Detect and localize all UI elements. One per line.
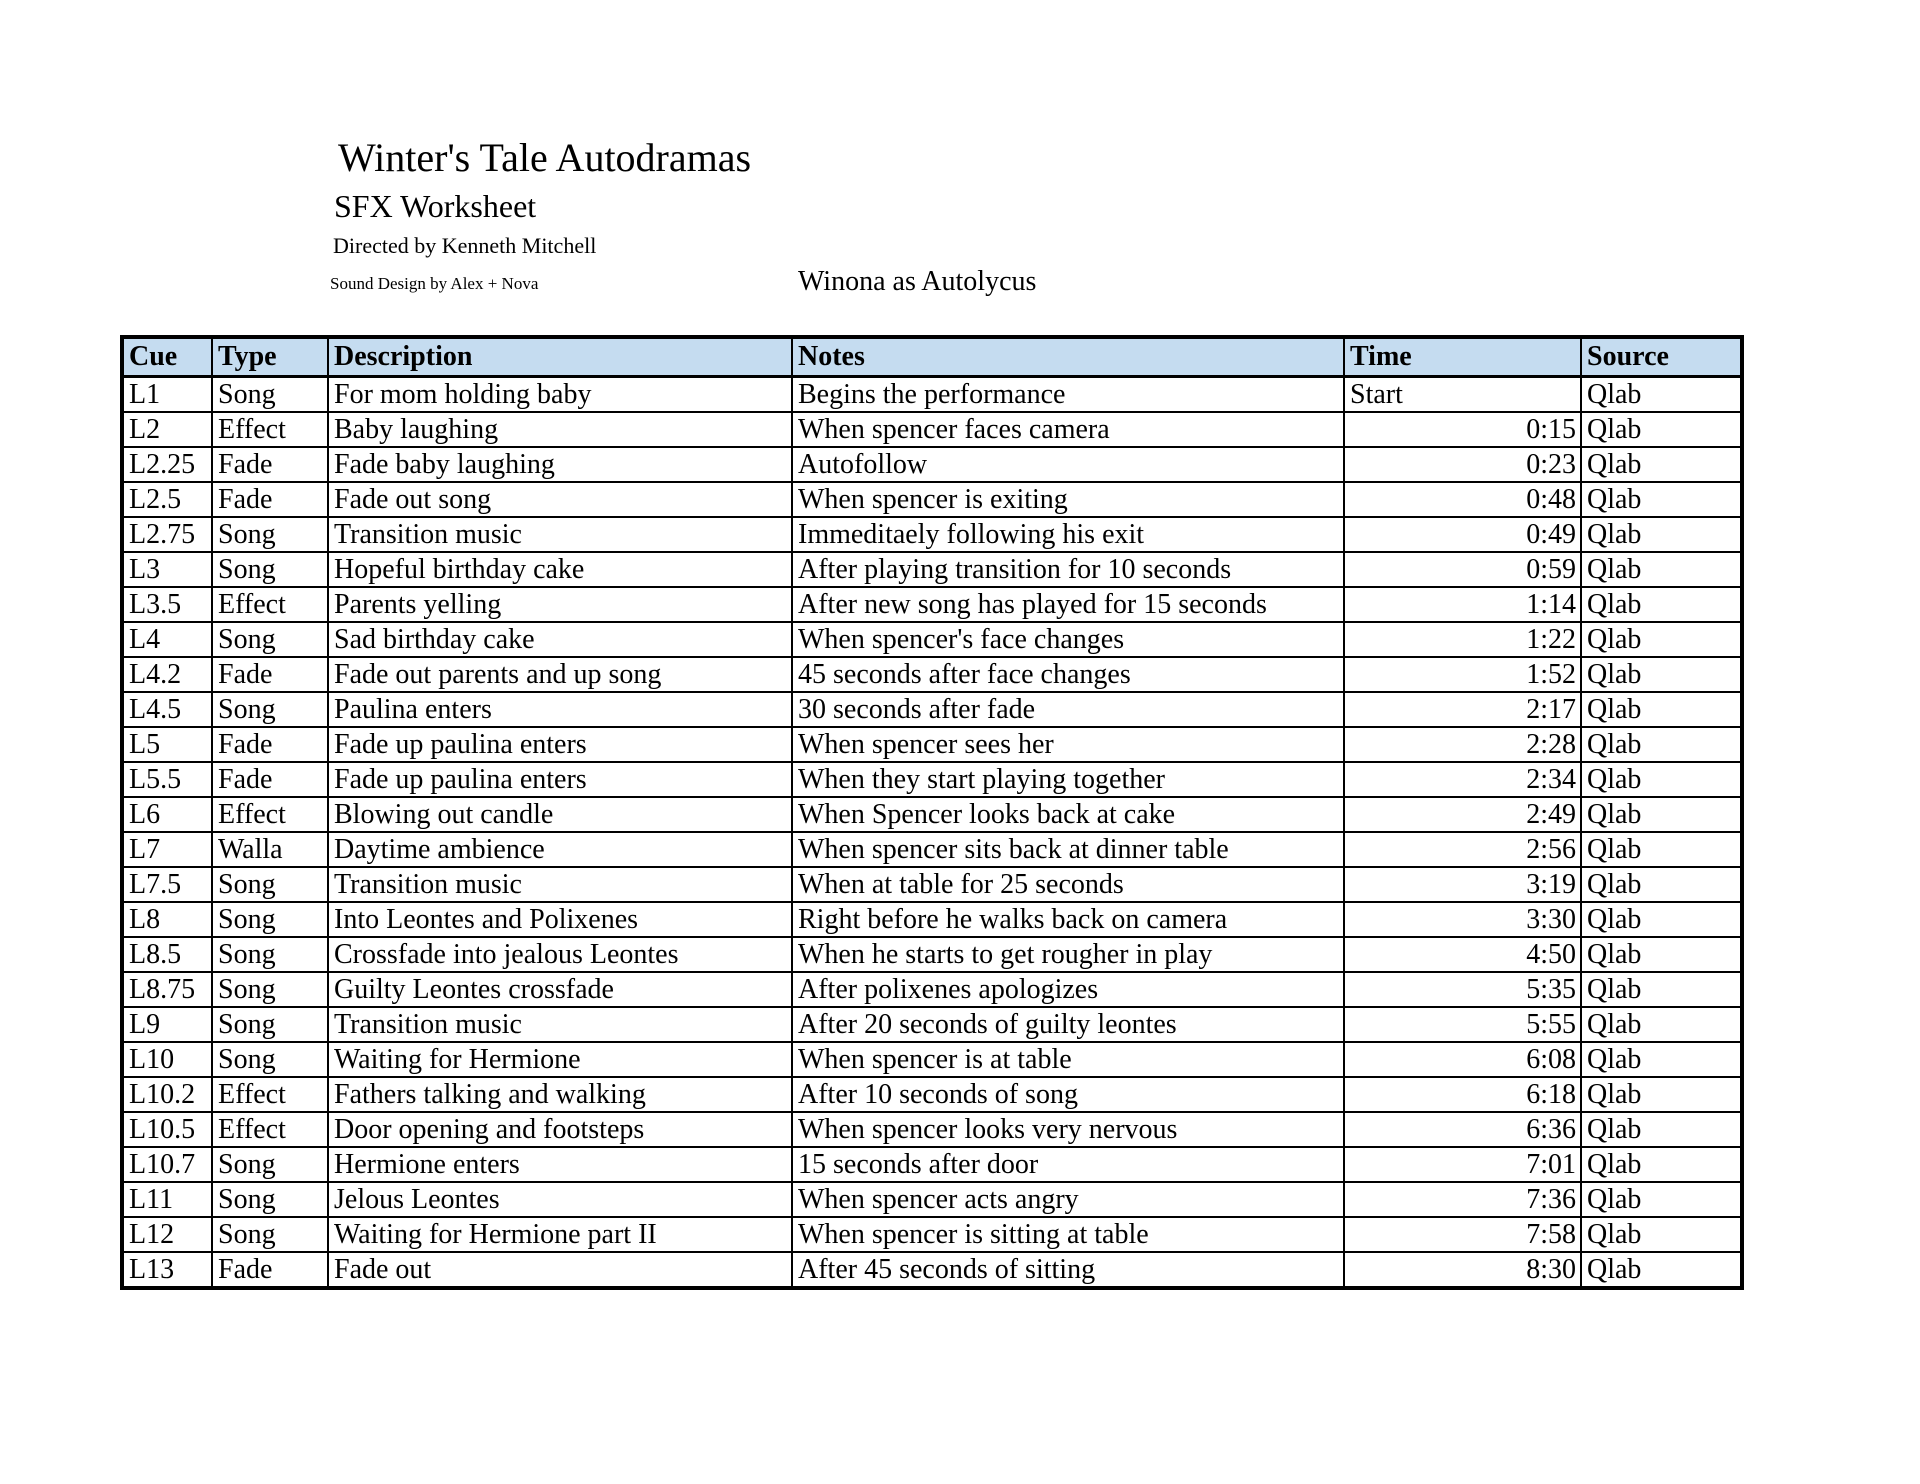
column-header-notes: Notes bbox=[792, 337, 1344, 377]
cue-table-body bbox=[122, 377, 1742, 1289]
description-cell: Fathers talking and walking bbox=[328, 1077, 792, 1112]
description-cell: Waiting for Hermione bbox=[328, 1042, 792, 1077]
time-cell: 6:08 bbox=[1344, 1042, 1581, 1077]
cue-cell: L13 bbox=[122, 1252, 212, 1288]
description-cell: Guilty Leontes crossfade bbox=[328, 972, 792, 1007]
time-cell: 0:48 bbox=[1344, 482, 1581, 517]
cue-cell: L7.5 bbox=[122, 867, 212, 902]
source-cell: Qlab bbox=[1581, 1042, 1742, 1077]
time-cell: 1:52 bbox=[1344, 657, 1581, 692]
description-cell: Daytime ambience bbox=[328, 832, 792, 867]
source-cell: Qlab bbox=[1581, 657, 1742, 692]
type-cell: Song bbox=[212, 1217, 328, 1252]
notes-cell: When spencer's face changes bbox=[792, 622, 1344, 657]
notes-cell: When spencer is sitting at table bbox=[792, 1217, 1344, 1252]
type-cell: Fade bbox=[212, 727, 328, 762]
time-cell: 4:50 bbox=[1344, 937, 1581, 972]
type-cell: Fade bbox=[212, 762, 328, 797]
notes-cell: Autofollow bbox=[792, 447, 1344, 482]
source-cell: Qlab bbox=[1581, 692, 1742, 727]
notes-cell: When at table for 25 seconds bbox=[792, 867, 1344, 902]
table-row bbox=[122, 622, 1742, 657]
table-row bbox=[122, 657, 1742, 692]
source-cell: Qlab bbox=[1581, 447, 1742, 482]
description-cell: Transition music bbox=[328, 867, 792, 902]
notes-cell: After 45 seconds of sitting bbox=[792, 1252, 1344, 1288]
table-row bbox=[122, 447, 1742, 482]
source-cell: Qlab bbox=[1581, 377, 1742, 413]
table-row bbox=[122, 482, 1742, 517]
description-cell: Baby laughing bbox=[328, 412, 792, 447]
sound-design-credit: Sound Design by Alex + Nova bbox=[330, 274, 539, 293]
time-cell: 1:14 bbox=[1344, 587, 1581, 622]
type-cell: Fade bbox=[212, 482, 328, 517]
table-row bbox=[122, 1077, 1742, 1112]
notes-cell: When spencer sits back at dinner table bbox=[792, 832, 1344, 867]
time-cell: 2:34 bbox=[1344, 762, 1581, 797]
time-cell: 3:19 bbox=[1344, 867, 1581, 902]
time-cell: 0:59 bbox=[1344, 552, 1581, 587]
description-cell: Fade up paulina enters bbox=[328, 762, 792, 797]
type-cell: Fade bbox=[212, 657, 328, 692]
time-cell: 3:30 bbox=[1344, 902, 1581, 937]
description-cell: Sad birthday cake bbox=[328, 622, 792, 657]
source-cell: Qlab bbox=[1581, 797, 1742, 832]
cue-cell: L5 bbox=[122, 727, 212, 762]
cue-cell: L10 bbox=[122, 1042, 212, 1077]
description-cell: Transition music bbox=[328, 1007, 792, 1042]
notes-cell: When he starts to get rougher in play bbox=[792, 937, 1344, 972]
description-cell: Waiting for Hermione part II bbox=[328, 1217, 792, 1252]
cast-note: Winona as Autolycus bbox=[798, 266, 1037, 297]
time-cell: 6:18 bbox=[1344, 1077, 1581, 1112]
notes-cell: When spencer sees her bbox=[792, 727, 1344, 762]
description-cell: Fade out song bbox=[328, 482, 792, 517]
table-row bbox=[122, 1007, 1742, 1042]
time-cell: 7:01 bbox=[1344, 1147, 1581, 1182]
table-row bbox=[122, 692, 1742, 727]
source-cell: Qlab bbox=[1581, 1112, 1742, 1147]
type-cell: Song bbox=[212, 517, 328, 552]
table-row bbox=[122, 587, 1742, 622]
description-cell: Blowing out candle bbox=[328, 797, 792, 832]
table-row bbox=[122, 1252, 1742, 1288]
cue-cell: L4.2 bbox=[122, 657, 212, 692]
cue-cell: L4 bbox=[122, 622, 212, 657]
description-cell: Fade out bbox=[328, 1252, 792, 1288]
cue-cell: L2.5 bbox=[122, 482, 212, 517]
notes-cell: 45 seconds after face changes bbox=[792, 657, 1344, 692]
column-header-time: Time bbox=[1344, 337, 1581, 377]
table-row bbox=[122, 1182, 1742, 1217]
time-cell: 6:36 bbox=[1344, 1112, 1581, 1147]
time-cell: 8:30 bbox=[1344, 1252, 1581, 1288]
director-credit: Directed by Kenneth Mitchell bbox=[333, 233, 597, 258]
column-header-type: Type bbox=[212, 337, 328, 377]
table-row bbox=[122, 937, 1742, 972]
time-cell: 0:15 bbox=[1344, 412, 1581, 447]
cue-cell: L6 bbox=[122, 797, 212, 832]
notes-cell: Right before he walks back on camera bbox=[792, 902, 1344, 937]
description-cell: Fade baby laughing bbox=[328, 447, 792, 482]
description-cell: Paulina enters bbox=[328, 692, 792, 727]
source-cell: Qlab bbox=[1581, 762, 1742, 797]
column-header-description: Description bbox=[328, 337, 792, 377]
cue-cell: L10.2 bbox=[122, 1077, 212, 1112]
table-row bbox=[122, 1042, 1742, 1077]
table-header-row bbox=[122, 337, 1742, 377]
cue-cell: L9 bbox=[122, 1007, 212, 1042]
type-cell: Song bbox=[212, 1042, 328, 1077]
source-cell: Qlab bbox=[1581, 1077, 1742, 1112]
type-cell: Effect bbox=[212, 1077, 328, 1112]
time-cell: 2:17 bbox=[1344, 692, 1581, 727]
notes-cell: When spencer faces camera bbox=[792, 412, 1344, 447]
notes-cell: When Spencer looks back at cake bbox=[792, 797, 1344, 832]
document-title: Winter's Tale Autodramas bbox=[338, 135, 752, 180]
source-cell: Qlab bbox=[1581, 1217, 1742, 1252]
source-cell: Qlab bbox=[1581, 482, 1742, 517]
source-cell: Qlab bbox=[1581, 727, 1742, 762]
source-cell: Qlab bbox=[1581, 1252, 1742, 1288]
cue-cell: L8.5 bbox=[122, 937, 212, 972]
cue-cell: L12 bbox=[122, 1217, 212, 1252]
source-cell: Qlab bbox=[1581, 1007, 1742, 1042]
type-cell: Effect bbox=[212, 1112, 328, 1147]
source-cell: Qlab bbox=[1581, 972, 1742, 1007]
time-cell: 7:36 bbox=[1344, 1182, 1581, 1217]
table-row bbox=[122, 832, 1742, 867]
notes-cell: Immeditaely following his exit bbox=[792, 517, 1344, 552]
source-cell: Qlab bbox=[1581, 1182, 1742, 1217]
type-cell: Fade bbox=[212, 1252, 328, 1288]
notes-cell: After playing transition for 10 seconds bbox=[792, 552, 1344, 587]
type-cell: Song bbox=[212, 1182, 328, 1217]
table-row bbox=[122, 727, 1742, 762]
cue-cell: L2 bbox=[122, 412, 212, 447]
notes-cell: When spencer is exiting bbox=[792, 482, 1344, 517]
notes-cell: After new song has played for 15 seconds bbox=[792, 587, 1344, 622]
description-cell: Crossfade into jealous Leontes bbox=[328, 937, 792, 972]
table-row bbox=[122, 517, 1742, 552]
cue-table bbox=[120, 335, 1744, 1290]
cue-cell: L10.7 bbox=[122, 1147, 212, 1182]
notes-cell: When they start playing together bbox=[792, 762, 1344, 797]
table-row bbox=[122, 1147, 1742, 1182]
description-cell: Hermione enters bbox=[328, 1147, 792, 1182]
time-cell: 5:35 bbox=[1344, 972, 1581, 1007]
type-cell: Song bbox=[212, 1147, 328, 1182]
description-cell: Into Leontes and Polixenes bbox=[328, 902, 792, 937]
notes-cell: Begins the performance bbox=[792, 377, 1344, 413]
source-cell: Qlab bbox=[1581, 517, 1742, 552]
type-cell: Song bbox=[212, 377, 328, 413]
type-cell: Song bbox=[212, 867, 328, 902]
time-cell: 2:49 bbox=[1344, 797, 1581, 832]
type-cell: Song bbox=[212, 552, 328, 587]
table-row bbox=[122, 412, 1742, 447]
table-row bbox=[122, 1217, 1742, 1252]
type-cell: Song bbox=[212, 937, 328, 972]
table-row bbox=[122, 377, 1742, 413]
notes-cell: After 20 seconds of guilty leontes bbox=[792, 1007, 1344, 1042]
time-cell: 7:58 bbox=[1344, 1217, 1581, 1252]
time-cell: 5:55 bbox=[1344, 1007, 1581, 1042]
cue-cell: L8.75 bbox=[122, 972, 212, 1007]
notes-cell: 15 seconds after door bbox=[792, 1147, 1344, 1182]
notes-cell: 30 seconds after fade bbox=[792, 692, 1344, 727]
table-row bbox=[122, 867, 1742, 902]
cue-cell: L4.5 bbox=[122, 692, 212, 727]
time-cell: 0:23 bbox=[1344, 447, 1581, 482]
source-cell: Qlab bbox=[1581, 937, 1742, 972]
table-row bbox=[122, 797, 1742, 832]
description-cell: Transition music bbox=[328, 517, 792, 552]
time-cell: Start bbox=[1344, 377, 1581, 413]
type-cell: Walla bbox=[212, 832, 328, 867]
table-row bbox=[122, 762, 1742, 797]
source-cell: Qlab bbox=[1581, 902, 1742, 937]
type-cell: Song bbox=[212, 1007, 328, 1042]
time-cell: 1:22 bbox=[1344, 622, 1581, 657]
description-cell: For mom holding baby bbox=[328, 377, 792, 413]
description-cell: Door opening and footsteps bbox=[328, 1112, 792, 1147]
description-cell: Hopeful birthday cake bbox=[328, 552, 792, 587]
type-cell: Effect bbox=[212, 587, 328, 622]
table-row bbox=[122, 902, 1742, 937]
type-cell: Song bbox=[212, 692, 328, 727]
cue-cell: L10.5 bbox=[122, 1112, 212, 1147]
cue-cell: L5.5 bbox=[122, 762, 212, 797]
source-cell: Qlab bbox=[1581, 622, 1742, 657]
cue-cell: L1 bbox=[122, 377, 212, 413]
notes-cell: When spencer acts angry bbox=[792, 1182, 1344, 1217]
description-cell: Fade up paulina enters bbox=[328, 727, 792, 762]
source-cell: Qlab bbox=[1581, 832, 1742, 867]
time-cell: 0:49 bbox=[1344, 517, 1581, 552]
document-subtitle: SFX Worksheet bbox=[334, 188, 537, 224]
column-header-cue: Cue bbox=[122, 337, 212, 377]
description-cell: Fade out parents and up song bbox=[328, 657, 792, 692]
time-cell: 2:28 bbox=[1344, 727, 1581, 762]
type-cell: Effect bbox=[212, 797, 328, 832]
table-row bbox=[122, 1112, 1742, 1147]
cue-cell: L8 bbox=[122, 902, 212, 937]
source-cell: Qlab bbox=[1581, 1147, 1742, 1182]
table-row bbox=[122, 552, 1742, 587]
table-row bbox=[122, 972, 1742, 1007]
notes-cell: When spencer looks very nervous bbox=[792, 1112, 1344, 1147]
cue-cell: L11 bbox=[122, 1182, 212, 1217]
source-cell: Qlab bbox=[1581, 412, 1742, 447]
cue-cell: L2.25 bbox=[122, 447, 212, 482]
cue-cell: L3.5 bbox=[122, 587, 212, 622]
type-cell: Fade bbox=[212, 447, 328, 482]
description-cell: Parents yelling bbox=[328, 587, 792, 622]
notes-cell: After polixenes apologizes bbox=[792, 972, 1344, 1007]
column-header-source: Source bbox=[1581, 337, 1742, 377]
notes-cell: After 10 seconds of song bbox=[792, 1077, 1344, 1112]
type-cell: Song bbox=[212, 622, 328, 657]
type-cell: Effect bbox=[212, 412, 328, 447]
source-cell: Qlab bbox=[1581, 552, 1742, 587]
cue-cell: L3 bbox=[122, 552, 212, 587]
description-cell: Jelous Leontes bbox=[328, 1182, 792, 1217]
source-cell: Qlab bbox=[1581, 587, 1742, 622]
type-cell: Song bbox=[212, 972, 328, 1007]
type-cell: Song bbox=[212, 902, 328, 937]
source-cell: Qlab bbox=[1581, 867, 1742, 902]
cue-cell: L2.75 bbox=[122, 517, 212, 552]
cue-cell: L7 bbox=[122, 832, 212, 867]
notes-cell: When spencer is at table bbox=[792, 1042, 1344, 1077]
time-cell: 2:56 bbox=[1344, 832, 1581, 867]
